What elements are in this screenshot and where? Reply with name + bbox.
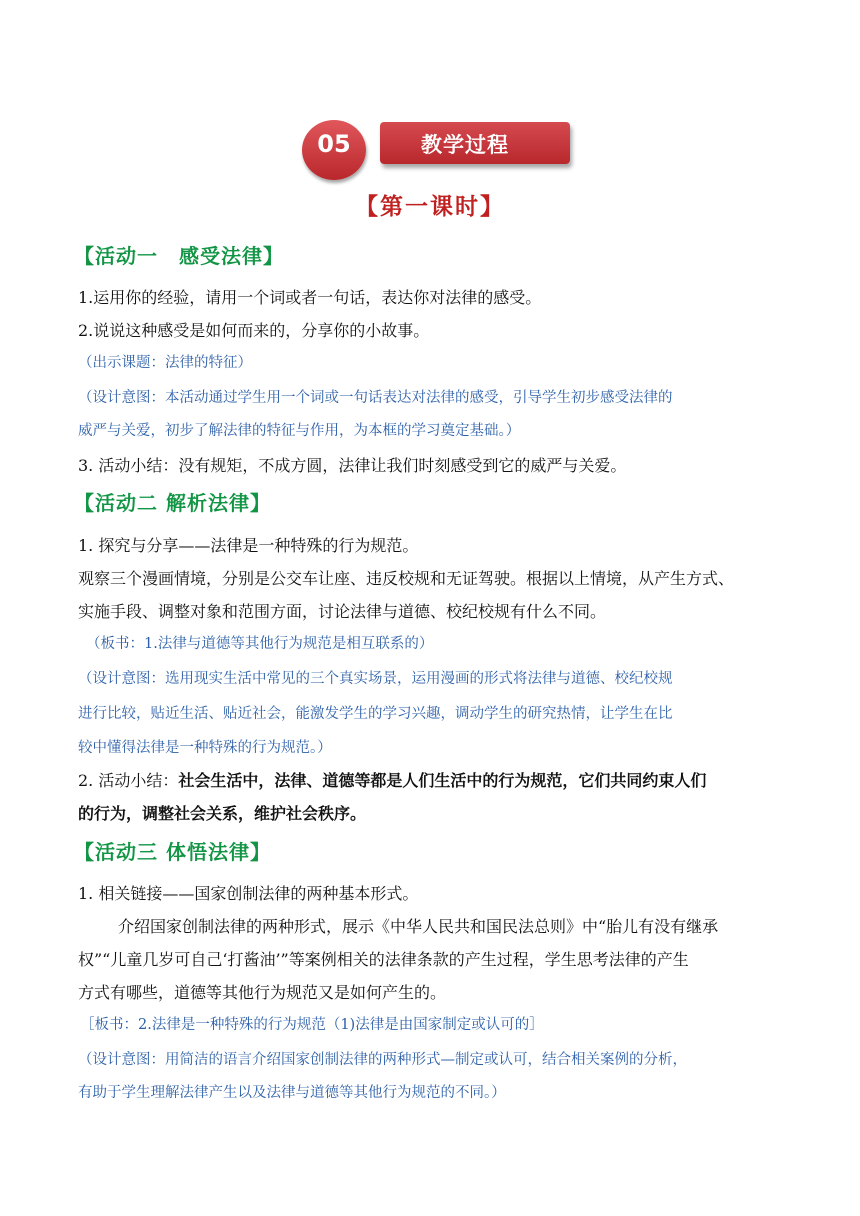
activity-2-line-1: 1. 探究与分享——法律是一种特殊的行为规范。: [78, 536, 419, 555]
activity-2-design-intent-3: 较中懂得法律是一种特殊的行为规范。）: [78, 740, 332, 756]
activity-1-design-intent-2: 威严与关爱，初步了解法律的特征与作用，为本框的学习奠定基础。）: [78, 423, 521, 439]
activity-3-line-2: 介绍国家创制法律的两种形式，展示《中华人民共和国民法总则》中“胎儿有没有继承: [118, 917, 719, 936]
activity-1-summary: 3. 活动小结：没有规矩，不成方圆，法律让我们时刻感受到它的威严与关爱。: [78, 456, 627, 475]
activity-2-line-3: 实施手段、调整对象和范围方面，讨论法律与道德、校纪校规有什么不同。: [78, 602, 607, 621]
section-header-badge: [302, 118, 572, 180]
activity-1-topic-note: （出示课题：法律的特征）: [78, 355, 252, 371]
activity-2-board-note: （板书：1.法律与道德等其他行为规范是相互联系的）: [86, 636, 434, 652]
activity-3-design-intent-2: 有助于学生理解法律产生以及法律与道德等其他行为规范的不同。）: [78, 1085, 506, 1101]
activity-1-line-2: 2.说说这种感受是如何而来的，分享你的小故事。: [78, 321, 430, 340]
activity-1-line-1: 1.运用你的经验，请用一个词或者一句话，表达你对法律的感受。: [78, 288, 542, 307]
activity-3-board-note: ［板书：2.法律是一种特殊的行为规范（1)法律是由国家制定或认可的］: [80, 1017, 544, 1033]
activity-2-design-intent-1: （设计意图：选用现实生活中常见的三个真实场景，运用漫画的形式将法律与道德、校纪校规: [78, 671, 673, 687]
activity-2-summary-cont: 的行为，调整社会关系，维护社会秩序。: [78, 804, 367, 823]
activity-2-summary-label: 2. 活动小结：: [78, 771, 179, 790]
section-title: 教学过程: [421, 133, 509, 157]
activity-2-summary-text: 社会生活中，法律、道德等都是人们生活中的行为规范，它们共同约束人们: [178, 771, 707, 790]
section-number: 05: [317, 130, 351, 158]
activity-3-line-1: 1. 相关链接——国家创制法律的两种基本形式。: [78, 884, 419, 903]
activity-1-heading: 【活动一 感受法律】: [74, 244, 284, 268]
activity-3-line-3: 权”“儿童几岁可自己‘打酱油’”等案例相关的法律条款的产生过程，学生思考法律的产生: [78, 950, 689, 969]
activity-3-design-intent-1: （设计意图：用简洁的语言介绍国家创制法律的两种形式—制定或认可，结合相关案例的分析，: [78, 1052, 687, 1068]
lesson-title: 【第一课时】: [355, 193, 505, 220]
activity-2-summary: [78, 768, 706, 791]
activity-2-heading: 【活动二 解析法律】: [74, 491, 271, 515]
activity-1-design-intent-1: （设计意图：本活动通过学生用一个词或一句话表达对法律的感受，引导学生初步感受法律的: [78, 390, 673, 406]
activity-3-line-4: 方式有哪些，道德等其他行为规范又是如何产生的。: [78, 983, 447, 1002]
activity-2-line-2: 观察三个漫画情境，分别是公交车让座、违反校规和无证驾驶。根据以上情境，从产生方式、: [78, 569, 735, 588]
activity-2-design-intent-2: 进行比较，贴近生活、贴近社会，能激发学生的学习兴趣，调动学生的研究热情，让学生在比: [78, 706, 673, 722]
activity-3-heading: 【活动三 体悟法律】: [74, 840, 271, 864]
